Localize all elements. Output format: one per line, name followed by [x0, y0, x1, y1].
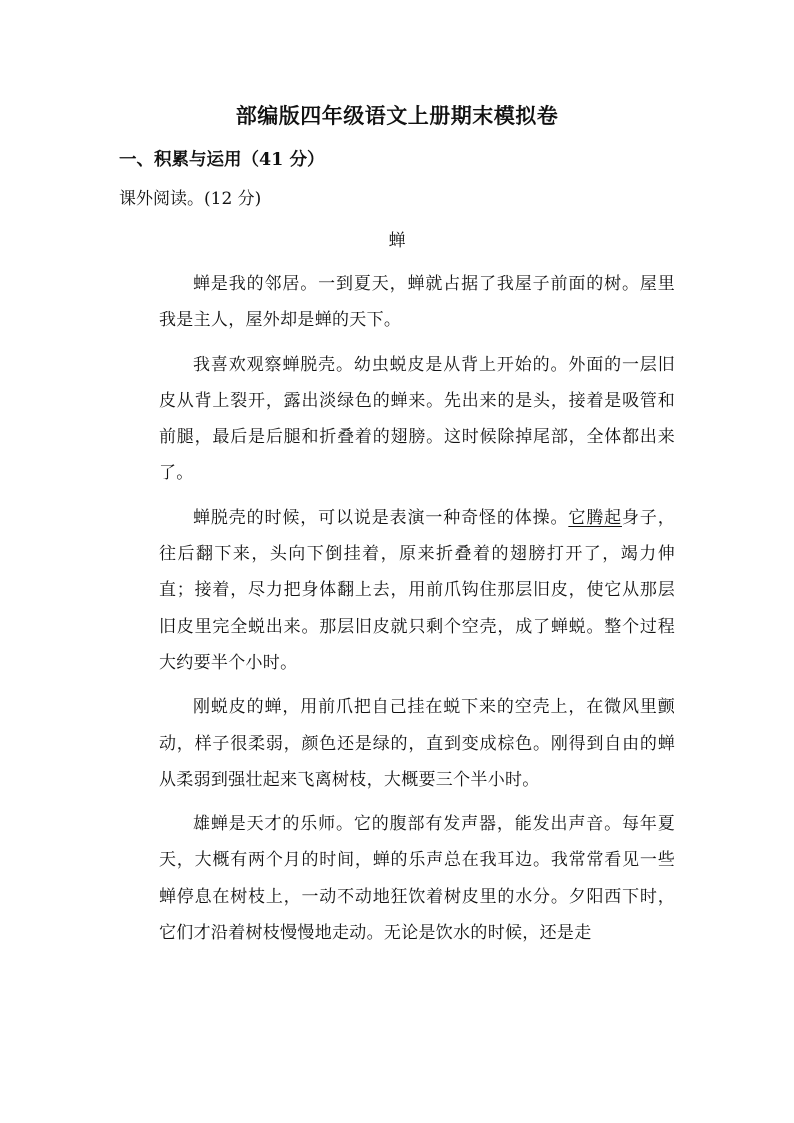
underlined-phrase: 它腾起 — [568, 507, 622, 528]
paragraph-3-start: 蝉脱壳的时候，可以说是表演一种奇怪的体操。 — [193, 507, 569, 528]
paragraph-1: 蝉是我的邻居。一到夏天，蝉就占据了我屋子前面的树。屋里我是主人，屋外却是蝉的天下。 — [159, 274, 675, 331]
paragraph-5: 雄蝉是天才的乐师。它的腹部有发声器，能发出声音。每年夏天，大概有两个月的时间，蝉的乐声总在我耳边。我常常看见一些蝉停息在树枝上，一动不动地狂饮着树皮里的水分。夕阳西下时，它们才沿着树枝慢慢地走动。无论是饮水的时候，还是走 — [159, 814, 675, 944]
section-heading: 一、积累与运用（41 分） — [119, 150, 325, 170]
paragraph-4: 刚蜕皮的蝉，用前爪把自己挂在蜕下来的空壳上，在微风里颤动，样子很柔弱，颜色还是绿的，直到变成棕色。刚得到自由的蝉从柔弱到强壮起来飞离树枝，大概要三个半小时。 — [159, 697, 675, 790]
paragraph-2: 我喜欢观察蝉脱壳。幼虫蜕皮是从背上开始的。外面的一层旧皮从背上裂开，露出淡绿色的蝉来。先出来的是头，接着是吸管和前腿，最后是后腿和折叠着的翅膀。这时候除掉尾部，全体都出来了。 — [159, 354, 675, 484]
passage-title: 蝉 — [388, 231, 406, 251]
passage-body — [159, 266, 675, 959]
page-title: 部编版四年级语文上册期末模拟卷 — [235, 103, 559, 128]
paragraph-3 — [159, 500, 675, 681]
paragraph-3-rest: 身子，往后翻下来，头向下倒挂着，原来折叠着的翅膀打开了，竭力伸直；接着，尽力把身体翻上去，用前爪钩住那层旧皮，使它从那层旧皮里完全蜕出来。那层旧皮就只剩个空壳，成了蝉蜕。整个过程大约要半个小时。 — [159, 507, 675, 673]
sub-heading: 课外阅读。(12 分) — [119, 189, 262, 209]
